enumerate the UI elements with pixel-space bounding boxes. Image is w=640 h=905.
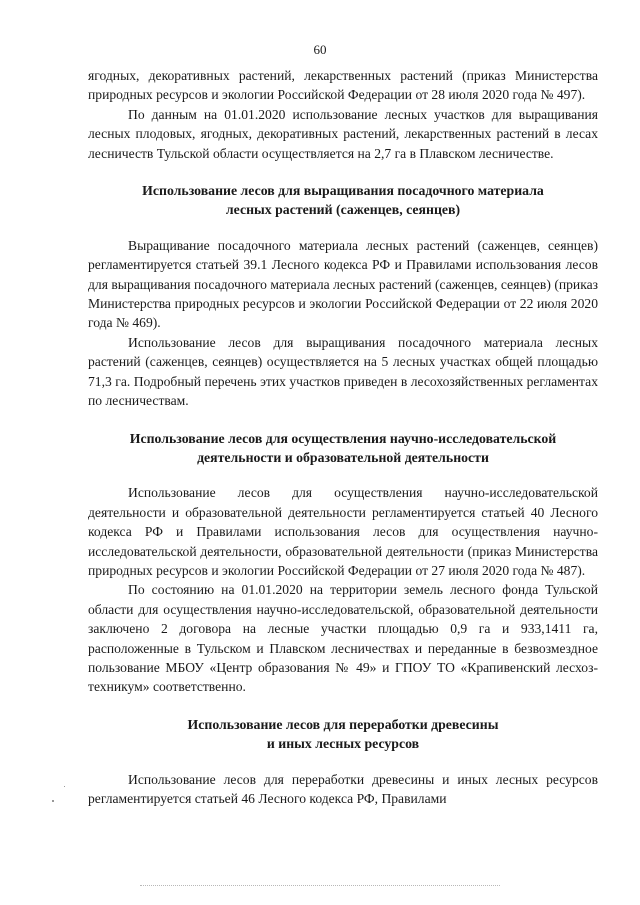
paragraph: По данным на 01.01.2020 использование лесных участков для выращивания лесных плодовых, ягодных, декоративных растений, лекарственных растений в лесах лесничеств Тульской области осуществляется на 2,7 га в Плавском лесничестве. xyxy=(88,106,598,161)
heading-line: Использование лесов для выращивания посадочного материала xyxy=(142,183,544,199)
paragraph: Использование лесов для выращивания посадочного материала лесных растений (саженцев, сеянцев) осуществляется на 5 лесных участках общей площадью 71,3 га. Подробный перечень этих участков приведен в лесохозяйственных регламентах по лесничествам. xyxy=(88,334,598,409)
paragraph: Выращивание посадочного материала лесных растений (саженцев, сеянцев) регламентируется статьей 39.1 Лесного кодекса РФ и Правилами использования лесов для выращивания посадочного материала лесных растений (саженцев, сеянцев) (приказ Министерства природных ресурсов и экологии Российской Федерации от 22 июля 2020 года № 469). xyxy=(88,237,598,331)
page-number: 60 xyxy=(313,42,327,57)
scan-speck xyxy=(52,800,54,802)
section-heading xyxy=(88,429,598,468)
heading-line: Использование лесов для осуществления научно-исследовательской xyxy=(129,430,557,446)
paragraph: Использование лесов для переработки древесины и иных лесных ресурсов регламентируется статьей 46 Лесного кодекса РФ, Правилами xyxy=(88,771,598,806)
document-body xyxy=(88,66,598,808)
heading-line: лесных растений (саженцев, сеянцев) xyxy=(225,202,461,218)
paragraph: Использование лесов для осуществления научно-исследовательской деятельности и образовательной деятельности регламентируется статьей 40 Лесного кодекса РФ и Правилами использования лесов для осуществления научно-исследовательской деятельности, образовательной деятельности (приказ Министерства природных ресурсов и экологии Российской Федерации от 27 июля 2020 года № 487). xyxy=(88,485,598,578)
section-heading xyxy=(88,715,598,754)
scan-speck xyxy=(64,786,65,787)
scan-artifact-line xyxy=(140,885,500,888)
heading-line: Использование лесов для переработки древесины xyxy=(187,716,499,732)
paragraph: ягодных, декоративных растений, лекарственных растений (приказ Министерства природных ресурсов и экологии Российской Федерации от 28 июля 2020 года № 497). xyxy=(88,68,598,103)
paragraph: По состоянию на 01.01.2020 на территории земель лесного фонда Тульской области для осуществления научно-исследовательской, образовательной деятельности заключено 2 договора на лесные участки площадью 0,9 га и 933,1411 га, расположенные в Тульском и Плавском лесничествах и переданные в безвозмездное пользование МБОУ «Центр образования № 49» и ГПОУ ТО «Крапивенский лесхоз-техникум» соответственно. xyxy=(88,582,598,695)
heading-line: деятельности и образовательной деятельности xyxy=(197,449,489,465)
section-heading xyxy=(88,181,598,220)
heading-line: и иных лесных ресурсов xyxy=(266,736,420,752)
